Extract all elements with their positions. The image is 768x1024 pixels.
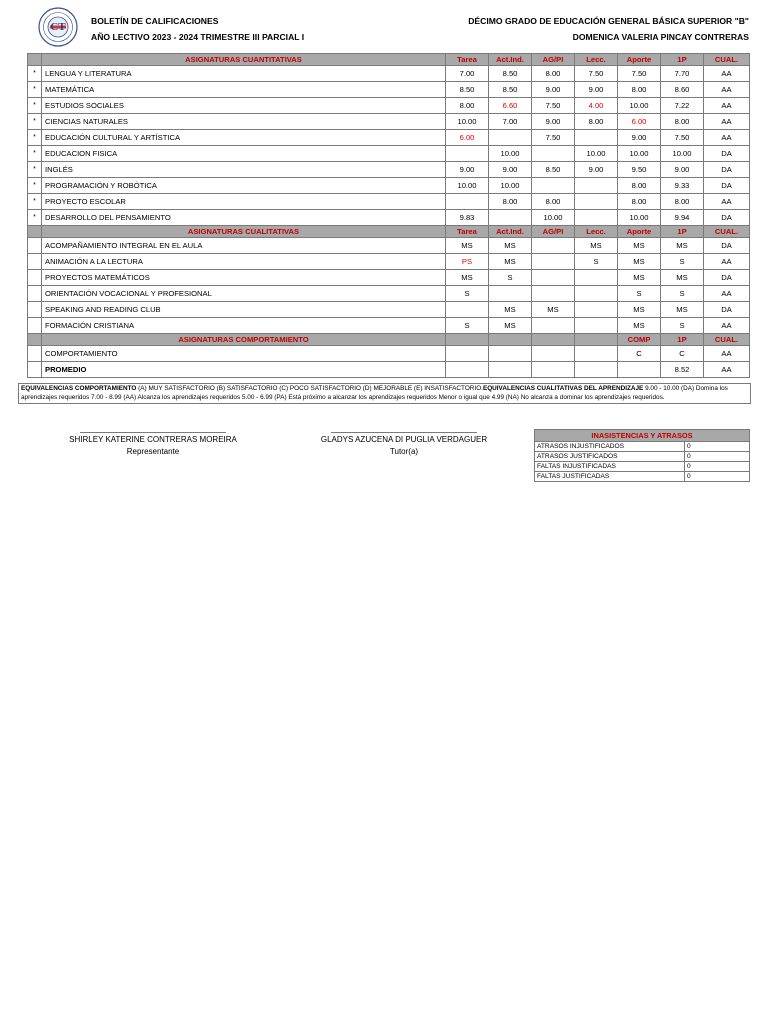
grade-cell: 9.00: [532, 114, 575, 130]
grade-cell: 10.00: [618, 210, 661, 226]
grade-cell: [575, 130, 618, 146]
grade-cell: 9.00: [489, 162, 532, 178]
grade-cell: 9.00: [532, 82, 575, 98]
average-cell: [532, 362, 575, 378]
grade-cell: 10.00: [532, 210, 575, 226]
subject-name: PROYECTOS MATEMÁTICOS: [42, 270, 446, 286]
grade-cell: AA: [704, 346, 750, 362]
grade-cell: 6.00: [618, 114, 661, 130]
report-header-right: [468, 13, 749, 45]
row-marker: *: [28, 178, 42, 194]
grade-cell: [489, 210, 532, 226]
grade-cell: [575, 302, 618, 318]
row-marker: [28, 346, 42, 362]
grade-cell: 8.50: [446, 82, 489, 98]
grade-cell: AA: [704, 318, 750, 334]
column-header-empty: [446, 334, 489, 346]
grade-cell: [532, 270, 575, 286]
column-header: Lecc.: [575, 226, 618, 238]
grade-cell: MS: [489, 238, 532, 254]
absence-label: ATRASOS JUSTIFICADOS: [535, 452, 685, 462]
grade-cell: 9.83: [446, 210, 489, 226]
grade-cell: 9.00: [661, 162, 704, 178]
subject-row: [28, 210, 750, 226]
column-header: Tarea: [446, 54, 489, 66]
grade-cell: 10.00: [446, 178, 489, 194]
grade-cell: [532, 178, 575, 194]
quantitative-section-title: ASIGNATURAS CUANTITATIVAS: [42, 54, 446, 66]
signature-line: [80, 432, 226, 433]
grade-cell: 10.00: [446, 114, 489, 130]
grade-cell: MS: [618, 318, 661, 334]
grade-cell: DA: [704, 238, 750, 254]
grade-cell: 8.50: [489, 82, 532, 98]
row-marker: [28, 362, 42, 378]
subject-row: [28, 82, 750, 98]
grade-cell: 7.00: [446, 66, 489, 82]
grade-cell: MS: [532, 302, 575, 318]
row-marker: *: [28, 194, 42, 210]
absence-row: [535, 442, 750, 452]
subject-name: ORIENTACIÓN VOCACIONAL Y PROFESIONAL: [42, 286, 446, 302]
grade-cell: 8.00: [532, 66, 575, 82]
grade-cell: 7.50: [532, 130, 575, 146]
absence-value: 0: [685, 472, 750, 482]
subject-name: EDUCACIÓN CULTURAL Y ARTÍSTICA: [42, 130, 446, 146]
grade-cell: 7.50: [575, 66, 618, 82]
column-header: 1P: [661, 334, 704, 346]
subject-name: MATEMÁTICA: [42, 82, 446, 98]
grade-cell: AA: [704, 82, 750, 98]
subject-row: [28, 194, 750, 210]
grade-cell: S: [489, 270, 532, 286]
school-seal-logo: [37, 7, 79, 47]
equivalences-legend: [18, 383, 751, 404]
subject-name: EDUCACION FISICA: [42, 146, 446, 162]
grade-cell: MS: [618, 238, 661, 254]
subject-name: DESARROLLO DEL PENSAMIENTO: [42, 210, 446, 226]
grade-cell: 10.00: [618, 98, 661, 114]
grade-cell: [446, 302, 489, 318]
grade-cell: [532, 346, 575, 362]
subject-name: INGLÉS: [42, 162, 446, 178]
column-header: 1P: [661, 54, 704, 66]
average-row: [28, 362, 750, 378]
grade-cell: DA: [704, 270, 750, 286]
grade-cell: 8.00: [618, 194, 661, 210]
student-grade: DÉCIMO GRADO DE EDUCACIÓN GENERAL BÁSICA SUPERIOR "B": [468, 16, 749, 26]
grade-cell: 6.60: [489, 98, 532, 114]
average-cell: [446, 362, 489, 378]
grade-cell: [575, 318, 618, 334]
grade-cell: 8.60: [661, 82, 704, 98]
grade-cell: AA: [704, 130, 750, 146]
grade-cell: S: [661, 286, 704, 302]
absence-label: FALTAS INJUSTIFICADAS: [535, 462, 685, 472]
row-marker: *: [28, 98, 42, 114]
learning-equivalences-label: EQUIVALENCIAS CUALITATIVAS DEL APRENDIZAJE: [482, 385, 644, 392]
subject-row: [28, 66, 750, 82]
average-cell: [618, 362, 661, 378]
subject-row: [28, 146, 750, 162]
column-header: 1P: [661, 226, 704, 238]
grade-cell: MS: [489, 254, 532, 270]
signature-line: [331, 432, 477, 433]
average-label: PROMEDIO: [42, 362, 446, 378]
column-header: CUAL.: [704, 334, 750, 346]
grade-cell: MS: [661, 238, 704, 254]
column-header-empty: [532, 334, 575, 346]
grade-cell: MS: [618, 270, 661, 286]
grade-cell: MS: [446, 238, 489, 254]
column-header: AG/PI: [532, 226, 575, 238]
grade-cell: 7.50: [618, 66, 661, 82]
column-header: Tarea: [446, 226, 489, 238]
behavior-equivalences-text: (A) MUY SATISFACTORIO (B) SATISFACTORIO (C) POCO SATISFACTORIO (D) MEJORABLE (E) INSATISFACTORIO.: [136, 385, 483, 392]
subject-row: [28, 114, 750, 130]
grade-cell: [575, 286, 618, 302]
grade-cell: S: [661, 254, 704, 270]
grade-cell: 10.00: [661, 146, 704, 162]
column-header: Act.Ind.: [489, 54, 532, 66]
grade-cell: 8.00: [532, 194, 575, 210]
grade-cell: [532, 286, 575, 302]
grade-cell: 8.00: [489, 194, 532, 210]
section-spacer: [28, 226, 42, 238]
grade-cell: MS: [661, 302, 704, 318]
report-title: BOLETÍN DE CALIFICACIONES: [91, 16, 219, 26]
grade-cell: [489, 130, 532, 146]
absences-title: INASISTENCIAS Y ATRASOS: [535, 430, 750, 442]
grade-cell: C: [661, 346, 704, 362]
row-marker: [28, 318, 42, 334]
grade-cell: 8.00: [618, 178, 661, 194]
subject-name: SPEAKING AND READING CLUB: [42, 302, 446, 318]
grade-cell: [532, 318, 575, 334]
grade-cell: PS: [446, 254, 489, 270]
row-marker: [28, 286, 42, 302]
average-cell: AA: [704, 362, 750, 378]
absence-value: 0: [685, 452, 750, 462]
grade-cell: DA: [704, 146, 750, 162]
row-marker: [28, 270, 42, 286]
grade-cell: AA: [704, 194, 750, 210]
signature-name: GLADYS AZUCENA DI PUGLIA VERDAGUER: [320, 435, 488, 444]
grade-cell: 7.22: [661, 98, 704, 114]
average-cell: [489, 362, 532, 378]
report-period: AÑO LECTIVO 2023 - 2024 TRIMESTRE III PARCIAL I: [91, 32, 305, 42]
subject-row: [28, 302, 750, 318]
grade-cell: 8.00: [575, 114, 618, 130]
grade-cell: MS: [661, 270, 704, 286]
subject-name: CIENCIAS NATURALES: [42, 114, 446, 130]
grade-cell: 9.00: [618, 130, 661, 146]
grade-cell: MS: [618, 254, 661, 270]
column-header: COMP: [618, 334, 661, 346]
grade-cell: S: [618, 286, 661, 302]
grade-cell: [532, 238, 575, 254]
grade-cell: 9.00: [575, 162, 618, 178]
grade-cell: [575, 194, 618, 210]
grade-cell: DA: [704, 210, 750, 226]
column-header: Aporte: [618, 226, 661, 238]
row-marker: *: [28, 210, 42, 226]
grade-cell: 8.00: [446, 98, 489, 114]
grade-cell: 7.70: [661, 66, 704, 82]
row-marker: *: [28, 82, 42, 98]
subject-name: FORMACIÓN CRISTIANA: [42, 318, 446, 334]
grade-cell: [489, 286, 532, 302]
grade-cell: 9.00: [446, 162, 489, 178]
grade-cell: 8.00: [661, 194, 704, 210]
quantitative-section-header-row: [28, 54, 750, 66]
grade-cell: 8.00: [661, 114, 704, 130]
average-cell: 8.52: [661, 362, 704, 378]
grade-cell: MS: [446, 270, 489, 286]
grade-cell: 4.00: [575, 98, 618, 114]
signature-name: SHIRLEY KATERINE CONTRERAS MOREIRA: [69, 435, 237, 444]
grade-cell: 9.33: [661, 178, 704, 194]
grade-cell: [575, 346, 618, 362]
signature-representative: [58, 432, 248, 458]
behavior-equivalences-label: EQUIVALENCIAS COMPORTAMIENTO: [21, 385, 137, 392]
grade-cell: AA: [704, 114, 750, 130]
grade-cell: 6.00: [446, 130, 489, 146]
grade-cell: AA: [704, 286, 750, 302]
grade-cell: S: [446, 286, 489, 302]
grade-cell: 10.00: [575, 146, 618, 162]
grade-cell: [489, 346, 532, 362]
grade-cell: S: [661, 318, 704, 334]
section-spacer: [28, 334, 42, 346]
subject-row: [28, 254, 750, 270]
grade-cell: 8.50: [489, 66, 532, 82]
student-name: DOMENICA VALERIA PINCAY CONTRERAS: [572, 32, 749, 42]
behavior-section-title: ASIGNATURAS COMPORTAMIENTO: [42, 334, 446, 346]
row-marker: *: [28, 130, 42, 146]
grade-cell: C: [618, 346, 661, 362]
subject-name: ACOMPAÑAMIENTO INTEGRAL EN EL AULA: [42, 238, 446, 254]
grade-cell: DA: [704, 162, 750, 178]
grade-cell: MS: [489, 302, 532, 318]
grade-cell: DA: [704, 302, 750, 318]
subject-name: LENGUA Y LITERATURA: [42, 66, 446, 82]
behavior-section-header-row: [28, 334, 750, 346]
column-header: CUAL.: [704, 54, 750, 66]
subject-row: [28, 162, 750, 178]
absence-row: [535, 472, 750, 482]
absence-value: 0: [685, 442, 750, 452]
grade-cell: 7.00: [489, 114, 532, 130]
grade-cell: [446, 346, 489, 362]
row-marker: [28, 254, 42, 270]
column-header: AG/PI: [532, 54, 575, 66]
column-header: CUAL.: [704, 226, 750, 238]
subject-row: [28, 286, 750, 302]
absence-row: [535, 462, 750, 472]
grades-table: [27, 53, 750, 378]
absences-table: [534, 429, 750, 482]
qualitative-section-header-row: [28, 226, 750, 238]
column-header: Lecc.: [575, 54, 618, 66]
subject-name: ESTUDIOS SOCIALES: [42, 98, 446, 114]
column-header: Act.Ind.: [489, 226, 532, 238]
grade-cell: AA: [704, 66, 750, 82]
grade-cell: 7.50: [532, 98, 575, 114]
row-marker: *: [28, 162, 42, 178]
grade-cell: 9.50: [618, 162, 661, 178]
section-spacer: [28, 54, 42, 66]
grade-cell: S: [575, 254, 618, 270]
signature-role: Representante: [126, 447, 180, 456]
signature-role: Tutor(a): [389, 447, 419, 456]
row-marker: [28, 302, 42, 318]
svg-text:CT: CT: [50, 21, 66, 33]
subject-row: [28, 318, 750, 334]
subject-row: [28, 98, 750, 114]
row-marker: *: [28, 146, 42, 162]
grade-cell: S: [446, 318, 489, 334]
subject-name: PROYECTO ESCOLAR: [42, 194, 446, 210]
absence-value: 0: [685, 462, 750, 472]
qualitative-section-title: ASIGNATURAS CUALITATIVAS: [42, 226, 446, 238]
absence-row: [535, 452, 750, 462]
absence-label: FALTAS JUSTIFICADAS: [535, 472, 685, 482]
subject-row: [28, 178, 750, 194]
learning-equivalences-text: 9.00 - 10.00 (DA) Domina los aprendizajes requeridos 7.00 - 8.99 (AA) Alcanza los aprendizajes requeridos 5.00 - 6.99 (PA) Está próximo a alcanzar los aprendizajes requeridos Menor o igual que 4.99 (NA) No alcanza a dominar los aprendizajes requeridos.: [21, 385, 728, 402]
grade-cell: DA: [704, 178, 750, 194]
grade-cell: [446, 146, 489, 162]
grade-cell: 10.00: [489, 146, 532, 162]
subject-row: [28, 130, 750, 146]
column-header-empty: [575, 334, 618, 346]
grade-cell: MS: [618, 302, 661, 318]
grade-cell: MS: [489, 318, 532, 334]
grade-cell: [446, 194, 489, 210]
grade-cell: 10.00: [618, 146, 661, 162]
grade-cell: 8.00: [618, 82, 661, 98]
absence-label: ATRASOS INJUSTIFICADOS: [535, 442, 685, 452]
row-marker: [28, 238, 42, 254]
subject-row: [28, 270, 750, 286]
grade-cell: [532, 254, 575, 270]
grade-cell: MS: [575, 238, 618, 254]
grade-cell: [575, 270, 618, 286]
grade-cell: 8.50: [532, 162, 575, 178]
grade-cell: [575, 178, 618, 194]
signature-tutor: [312, 432, 496, 458]
average-cell: [575, 362, 618, 378]
subject-name: PROGRAMACIÓN Y ROBÓTICA: [42, 178, 446, 194]
grade-cell: [575, 210, 618, 226]
subject-name: COMPORTAMIENTO: [42, 346, 446, 362]
subject-name: ANIMACIÓN A LA LECTURA: [42, 254, 446, 270]
grade-cell: 9.94: [661, 210, 704, 226]
grade-cell: 7.50: [661, 130, 704, 146]
grade-cell: [532, 146, 575, 162]
grade-cell: 10.00: [489, 178, 532, 194]
grade-cell: 9.00: [575, 82, 618, 98]
grade-cell: AA: [704, 98, 750, 114]
report-header-left: [91, 13, 304, 45]
grade-cell: AA: [704, 254, 750, 270]
column-header: Aporte: [618, 54, 661, 66]
row-marker: *: [28, 66, 42, 82]
subject-row: [28, 238, 750, 254]
row-marker: *: [28, 114, 42, 130]
subject-row: [28, 346, 750, 362]
column-header-empty: [489, 334, 532, 346]
